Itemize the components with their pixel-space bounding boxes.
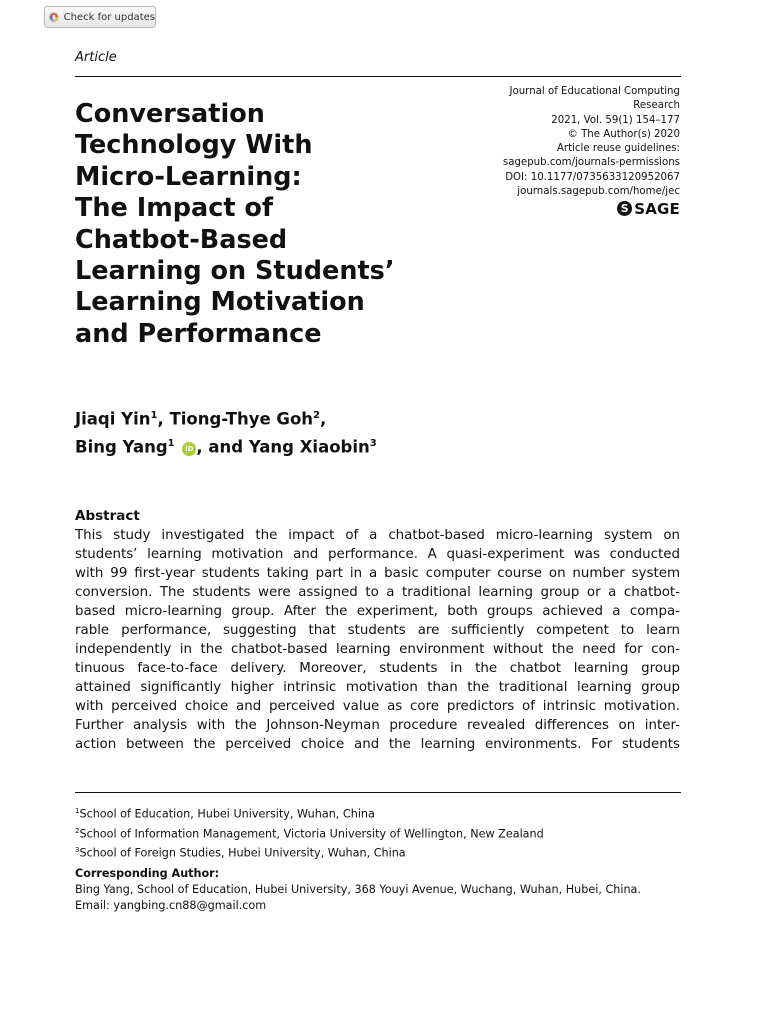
abstract-line: independently in the chatbot-based learning environment without the need for con- xyxy=(75,642,680,657)
check-for-updates-button[interactable] xyxy=(44,6,156,28)
article-type-label: Article xyxy=(75,50,117,65)
affiliation-line xyxy=(75,803,681,823)
permissions-link[interactable]: sagepub.com/journals-permissions xyxy=(502,157,680,169)
author-affiliation-sup: 1 xyxy=(150,410,158,421)
check-for-updates-label: Check for updates xyxy=(63,11,155,23)
header-rule xyxy=(75,76,681,77)
abstract-line: Further analysis with the Johnson-Neyman procedure revealed differences on inter- xyxy=(75,718,680,733)
abstract-line: tinuous face-to-face delivery. Moreover, students in the chatbot learning group xyxy=(75,661,680,676)
title-line: Learning Motivation xyxy=(75,287,365,318)
author-line: Bing Yang$^1$ iD , and Yang Xiaobin$^3$ xyxy=(75,437,377,456)
footnotes xyxy=(75,803,681,914)
abstract-line: action between the perceived choice and the learning environments. For students xyxy=(75,737,680,752)
affiliation-sup: 1 xyxy=(75,807,80,815)
abstract-heading: Abstract xyxy=(75,508,140,524)
title-line: Conversation xyxy=(75,99,265,129)
author-name: Tiong-Thye Goh xyxy=(169,409,314,429)
sage-logo xyxy=(480,201,680,216)
title-line: Learning on Students’ xyxy=(75,256,395,287)
doi-link[interactable]: DOI: 10.1177/0735633120952067 xyxy=(505,171,680,183)
journal-info-line: Research xyxy=(633,100,680,112)
author-affiliation-sup: 3 xyxy=(369,437,377,449)
affiliation-sup: 3 xyxy=(75,846,80,855)
update-badge-icon xyxy=(49,10,59,24)
orcid-icon[interactable]: iD xyxy=(182,442,196,456)
title-line: and Performance xyxy=(75,318,322,349)
author-line: Jiaqi Yin$^1$, Tiong-Thye Goh$^2$, xyxy=(75,409,327,429)
journal-info-line: 2021, Vol. 59(1) 154–177 xyxy=(551,114,680,126)
abstract-line: based micro-learning group. After the experiment, both groups achieved a compa- xyxy=(75,604,680,619)
author-affiliation-sup: 2 xyxy=(313,410,320,421)
footnote-rule xyxy=(75,792,681,793)
abstract-line: conversion. The students were assigned to a traditional learning group or a chatbot- xyxy=(75,585,680,600)
affiliation-line xyxy=(75,823,681,843)
journal-info-block xyxy=(480,85,680,216)
corresponding-author-email[interactable]: Email: yangbing.cn88@gmail.com xyxy=(75,899,267,913)
sage-s-icon: S xyxy=(617,201,632,216)
title-line: Technology With xyxy=(75,130,313,161)
affiliation-text: School of Information Management, Victoria University of Wellington, New Zealand xyxy=(79,827,544,841)
author-name: Bing Yang xyxy=(75,437,168,456)
author-affiliation-sup: 1 xyxy=(167,437,175,449)
abstract-line: with 99 first-year students taking part in a basic computer course on number system xyxy=(75,566,680,581)
abstract-body xyxy=(75,526,680,754)
affiliation-text: School of Foreign Studies, Hubei University, Wuhan, China xyxy=(79,847,406,861)
journal-info-line: Article reuse guidelines: xyxy=(556,143,680,155)
affiliation-sup: 2 xyxy=(75,826,80,835)
abstract-line: students’ learning motivation and performance. A quasi-experiment was conducted xyxy=(75,547,680,562)
author-list xyxy=(75,404,495,459)
author-name: Yang Xiaobin xyxy=(248,437,370,456)
title-line: The Impact of xyxy=(75,193,274,224)
article-title xyxy=(75,99,455,350)
abstract-line: rable performance, suggesting that students are sufficiently competent to learn xyxy=(75,623,680,638)
corresponding-author-heading: Corresponding Author: xyxy=(75,867,220,881)
journal-info-line: Journal of Educational Computing xyxy=(509,86,680,97)
journal-home-link[interactable]: journals.sagepub.com/home/jec xyxy=(517,186,680,198)
author-name: Jiaqi Yin xyxy=(75,409,151,429)
title-line: Chatbot-Based xyxy=(75,224,288,255)
affiliation-text: School of Education, Hubei University, Wuhan, China xyxy=(79,807,375,821)
title-line: Micro-Learning: xyxy=(75,161,302,192)
abstract-line: This study investigated the impact of a chatbot-based micro-learning system on xyxy=(75,528,680,543)
abstract-line: with perceived choice and perceived value as core predictors of intrinsic motivation. xyxy=(75,699,680,714)
affiliation-line xyxy=(75,842,681,862)
corresponding-author-address: Bing Yang, School of Education, Hubei University, 368 Youyi Avenue, Wuchang, Wuhan, Hubei, China. xyxy=(75,883,641,897)
copyright-line: © The Author(s) 2020 xyxy=(567,128,680,140)
abstract-line: attained significantly higher intrinsic motivation than the traditional learning group xyxy=(75,680,680,695)
sage-wordmark: SAGE xyxy=(634,199,680,218)
